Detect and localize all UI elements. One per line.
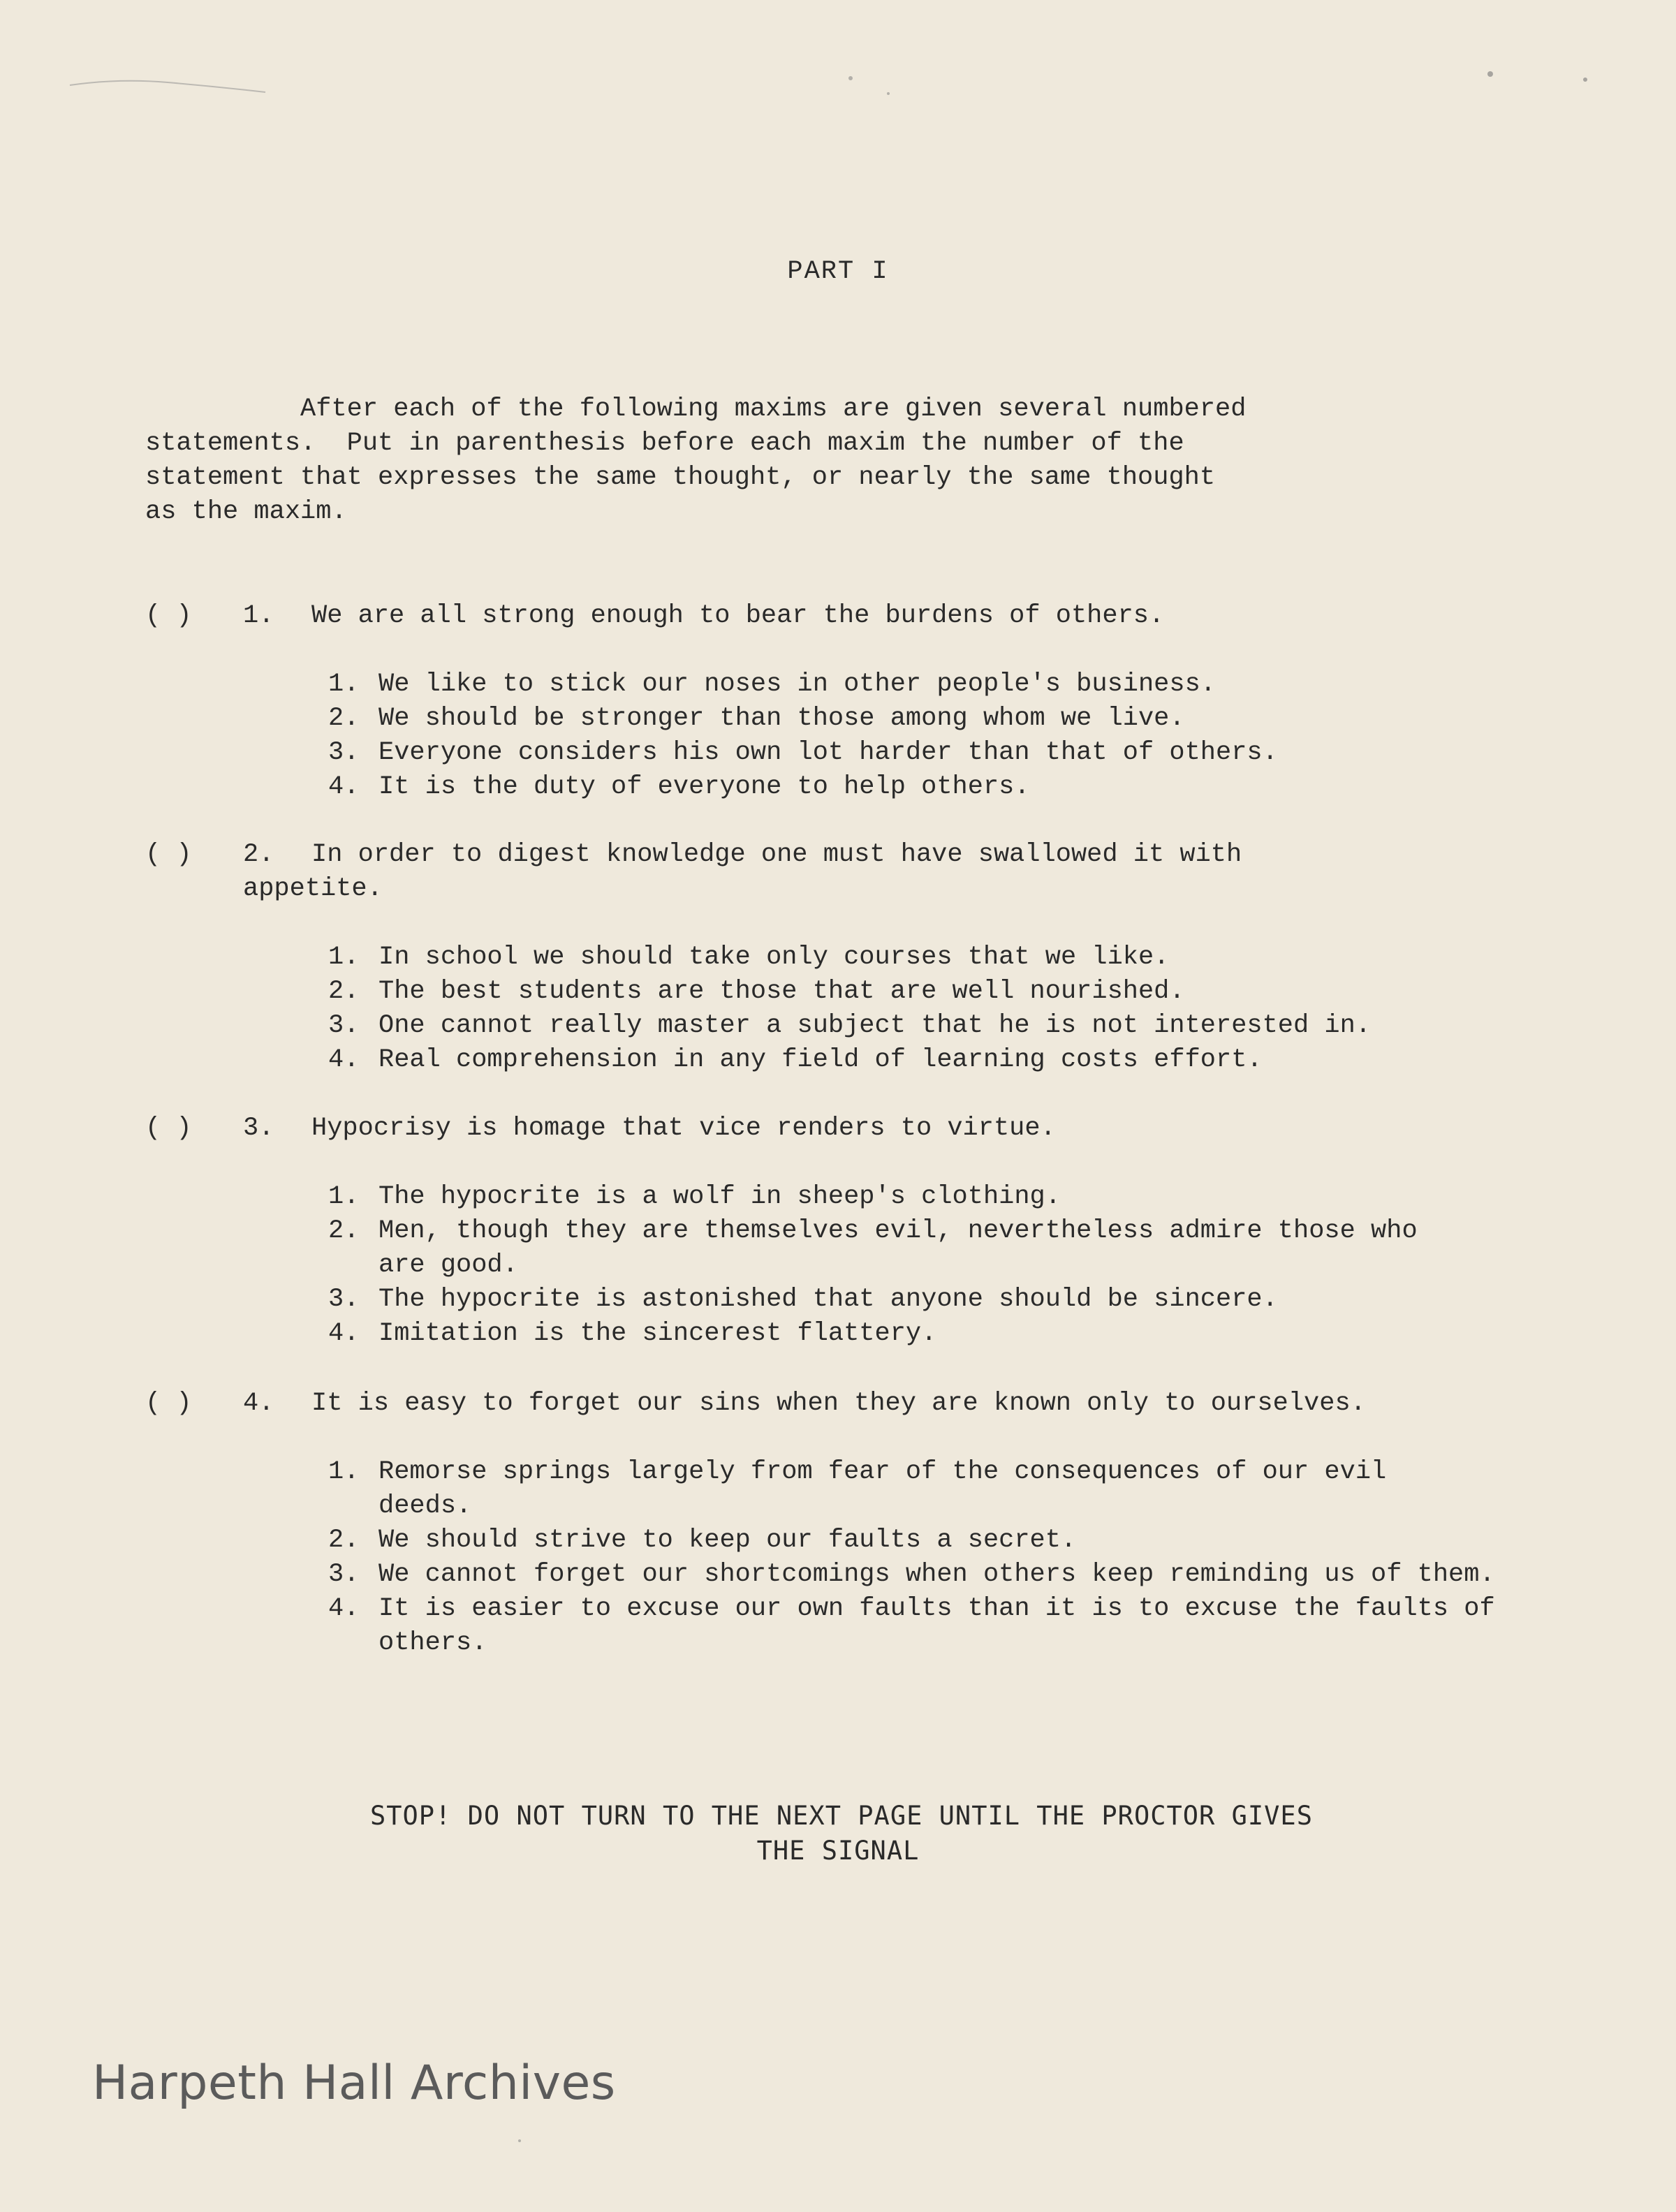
option-text: It is easier to excuse our own faults than it is to excuse the faults of others.: [378, 1594, 1495, 1658]
answer-blank[interactable]: ( ): [145, 601, 192, 631]
option-item: [145, 1214, 1468, 1283]
option-text: Men, though they are themselves evil, nevertheless admire those who are good.: [378, 1216, 1418, 1280]
question-1: [145, 599, 1542, 804]
question-4: [145, 1387, 1542, 1660]
option-item: [145, 702, 1542, 736]
archive-watermark: Harpeth Hall Archives: [92, 2056, 616, 2111]
question-text: We are all strong enough to bear the burdens of others.: [311, 601, 1165, 631]
option-item: [145, 736, 1542, 770]
option-number: 3.: [328, 1285, 360, 1314]
option-number: 3.: [328, 1011, 360, 1040]
option-item: [145, 1558, 1496, 1592]
question-number: 4.: [243, 1389, 274, 1418]
option-item: [145, 1317, 1542, 1351]
page-title: PART I: [787, 257, 889, 286]
option-text: We like to stick our noses in other people's business.: [378, 670, 1216, 699]
option-text: The best students are those that are well nourished.: [378, 977, 1185, 1006]
option-text: Imitation is the sincerest flattery.: [378, 1319, 937, 1348]
answer-blank[interactable]: ( ): [145, 1114, 192, 1143]
question-2: [145, 838, 1542, 1077]
stop-line-2: THE SIGNAL: [756, 1836, 920, 1866]
answer-blank[interactable]: ( ): [145, 1389, 192, 1418]
option-text: We should be stronger than those among whom we live.: [378, 704, 1185, 733]
option-text: Remorse springs largely from fear of the consequences of our evil deeds.: [378, 1457, 1387, 1521]
option-number: 1.: [328, 943, 360, 972]
option-item: [145, 770, 1542, 804]
option-number: 4.: [328, 772, 360, 802]
question-3: [145, 1112, 1542, 1351]
option-number: 1.: [328, 1182, 360, 1211]
option-list: [145, 1180, 1542, 1351]
option-number: 2.: [328, 1216, 360, 1246]
option-item: [145, 1009, 1542, 1043]
option-item: [145, 1592, 1496, 1660]
question-text: In order to digest knowledge one must have swallowed it with appetite.: [243, 840, 1258, 904]
option-text: Real comprehension in any field of learning costs effort.: [378, 1045, 1263, 1075]
option-text: The hypocrite is astonished that anyone should be sincere.: [378, 1285, 1278, 1314]
option-list: [145, 1455, 1542, 1660]
instructions: After each of the following maxims are given several numbered statements. Put in parenthesis before each maxim the number of the statement that expresses the same thought, or nearly the same thought as the maxim.: [145, 395, 1247, 526]
option-text: In school we should take only courses that we like.: [378, 943, 1170, 972]
option-item: [145, 1524, 1542, 1558]
option-item: [145, 1283, 1542, 1317]
stop-line-1: STOP! DO NOT TURN TO THE NEXT PAGE UNTIL THE PROCTOR GIVES: [369, 1801, 1313, 1831]
option-number: 1.: [328, 1457, 360, 1487]
option-item: [145, 975, 1542, 1009]
question-text: Hypocrisy is homage that vice renders to virtue.: [311, 1114, 1056, 1143]
option-item: [145, 1180, 1542, 1214]
stop-notice: [0, 1799, 1676, 1868]
option-number: 3.: [328, 1560, 360, 1589]
option-number: 2.: [328, 704, 360, 733]
option-text: Everyone considers his own lot harder than that of others.: [378, 738, 1278, 767]
option-text: It is the duty of everyone to help others.: [378, 772, 1030, 802]
option-number: 4.: [328, 1045, 360, 1075]
option-text: We cannot forget our shortcomings when others keep reminding us of them.: [378, 1560, 1495, 1589]
option-number: 4.: [328, 1319, 360, 1348]
answer-blank[interactable]: ( ): [145, 840, 192, 869]
option-list: [145, 668, 1542, 804]
option-number: 2.: [328, 977, 360, 1006]
option-text: The hypocrite is a wolf in sheep's clothing.: [378, 1182, 1061, 1211]
option-number: 3.: [328, 738, 360, 767]
option-item: [145, 941, 1542, 975]
option-number: 4.: [328, 1594, 360, 1623]
option-item: [145, 668, 1542, 702]
question-number: 1.: [243, 601, 274, 631]
question-text: It is easy to forget our sins when they are known only to ourselves.: [311, 1389, 1366, 1418]
option-list: [145, 941, 1542, 1077]
option-number: 1.: [328, 670, 360, 699]
option-item: [145, 1043, 1542, 1077]
option-item: [145, 1455, 1426, 1524]
question-number: 3.: [243, 1114, 274, 1143]
option-text: We should strive to keep our faults a secret.: [378, 1526, 1077, 1555]
option-text: One cannot really master a subject that he is not interested in.: [378, 1011, 1372, 1040]
option-number: 2.: [328, 1526, 360, 1555]
question-number: 2.: [243, 840, 274, 869]
